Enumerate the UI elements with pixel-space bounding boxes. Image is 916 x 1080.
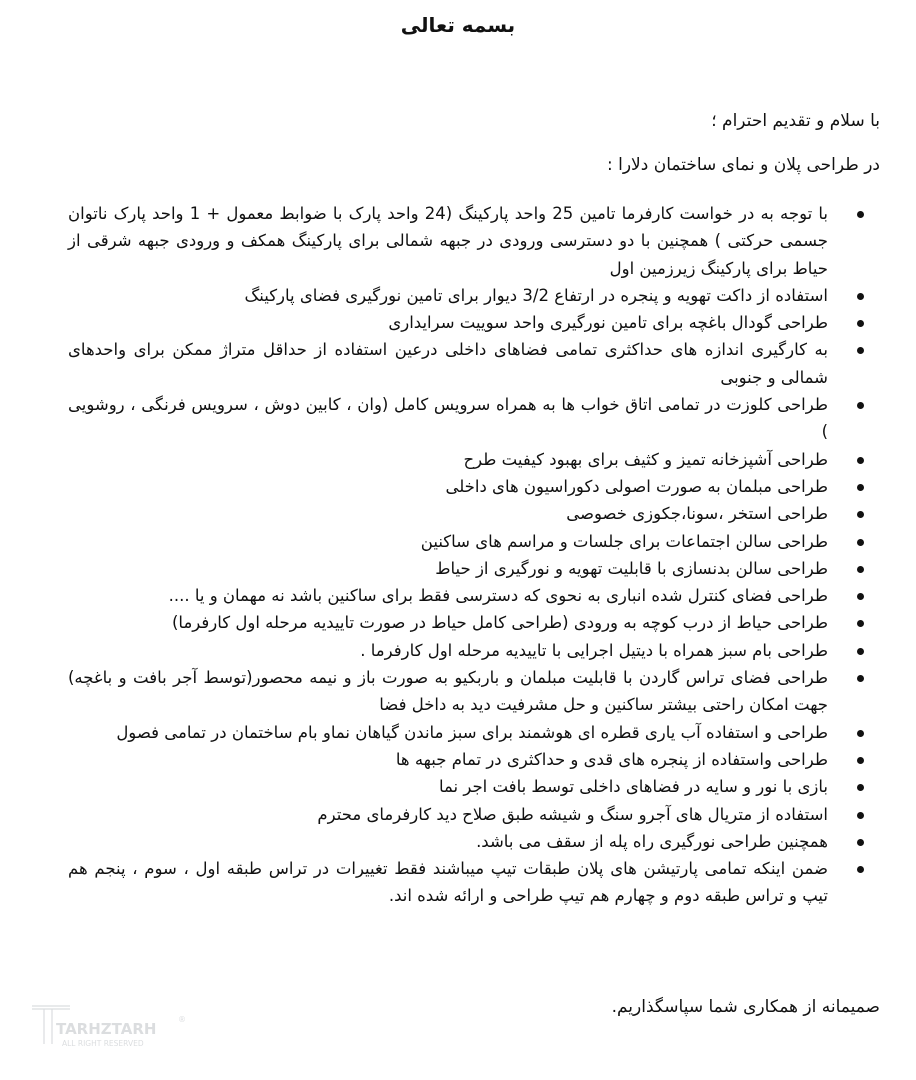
bullet-dot-icon — [857, 293, 864, 300]
list-item — [68, 473, 868, 500]
list-item-text: طراحی کلوزت در تمامی اتاق خواب ها به همراه سرویس کامل (وان ، کابین دوش ، سرویس فرنگی ، روشویی ) — [68, 395, 828, 442]
bullet-dot-icon — [857, 211, 864, 218]
bullet-dot-icon — [857, 320, 864, 327]
bullet-dot-icon — [857, 839, 864, 846]
list-item-text: طراحی حیاط از درب کوچه به ورودی (طراحی کامل حیاط در صورت تاییدیه مرحله اول کارفرما) — [171, 613, 828, 633]
list-item-text: طراحی فضای تراس گاردن با قابلیت مبلمان و باربکیو به صورت باز و نیمه محصور(توسط آجر بافت و باغچه) جهت امکان راحتی بیشتر ساکنین و حل مشرفیت دید به داخل فضا — [68, 668, 828, 715]
list-item-text: همچنین طراحی نورگیری راه پله از سقف می باشد. — [476, 831, 828, 851]
list-item — [68, 309, 868, 336]
watermark-logo — [30, 1000, 190, 1052]
bullet-dot-icon — [857, 402, 864, 409]
letter-heading: بسمه تعالی — [400, 13, 516, 37]
list-item — [68, 719, 868, 746]
list-item — [68, 801, 868, 828]
bullet-dot-icon — [857, 866, 864, 873]
bullet-dot-icon — [857, 812, 864, 819]
list-item-text: طراحی استخر ،سونا،جکوزی خصوصی — [566, 504, 828, 524]
list-item-text: با توجه به در خواست کارفرما تامین 25 واحد پارکینگ (24 واحد پارک با ضوابط معمول + 1 واحد پارک ناتوان جسمی حرکتی ) همچنین با دو دسترسی ورودی در جبهه شمالی برای پارکینگ همکف و ورودی جبهه شرقی از حیاط برای پارکینگ زیرزمین اول — [68, 204, 829, 278]
bullet-dot-icon — [857, 566, 864, 573]
bullet-dot-icon — [857, 539, 864, 546]
list-item — [68, 609, 868, 636]
bullet-dot-icon — [857, 347, 864, 354]
bullet-dot-icon — [857, 675, 864, 682]
list-item-text: طراحی بام سبز همراه با دیتیل اجرایی با تاییدیه مرحله اول کارفرما . — [360, 640, 828, 660]
list-item — [68, 855, 868, 910]
bullet-dot-icon — [857, 620, 864, 627]
list-item — [68, 446, 868, 473]
list-item-text: طراحی و استفاده آب یاری قطره ای هوشمند برای سبز ماندن گیاهان نماو بام ساختمان در تمامی فصول — [116, 722, 828, 742]
bullet-dot-icon — [857, 511, 864, 518]
list-item-text: طراحی فضای کنترل شده انباری به نحوی که دسترسی فقط برای ساکنین باشد نه مهمان و یا .... — [168, 586, 828, 606]
list-item — [68, 500, 868, 527]
bullet-dot-icon — [857, 593, 864, 600]
list-item — [68, 664, 868, 719]
list-item — [68, 391, 868, 446]
greeting-line: با سلام و تقدیم احترام ؛ — [711, 111, 880, 131]
bullet-dot-icon — [857, 484, 864, 491]
list-item — [68, 282, 868, 309]
bullet-dot-icon — [857, 784, 864, 791]
list-item — [68, 746, 868, 773]
list-item — [68, 200, 868, 282]
list-item-text: طراحی سالن اجتماعات برای جلسات و مراسم های ساکنین — [420, 531, 828, 551]
list-item-text: ضمن اینکه تمامی پارتیشن های پلان طبقات تیپ میباشند فقط تغییرات در تراس طبقه اول ، سوم ، پنجم هم تیپ و تراس طبقه دوم و چهارم هم تیپ طراحی و ارائه شده اند. — [68, 859, 828, 906]
list-item-text: طراحی مبلمان به صورت اصولی دکوراسیون های داخلی — [445, 476, 828, 496]
list-item-text: استفاده از داکت تهویه و پنجره در ارتفاع 3/2 دیوار برای تامین نورگیری فضای پارکینگ — [244, 285, 828, 305]
closing-line: صمیمانه از همکاری شما سپاسگذاریم. — [611, 997, 880, 1017]
list-item — [68, 336, 868, 391]
list-item — [68, 528, 868, 555]
list-item-text: استفاده از متریال های آجرو سنگ و شیشه طبق صلاح دید کارفرمای محترم — [317, 804, 828, 824]
list-item-text: بازی با نور و سایه در فضاهای داخلی توسط بافت اجر نما — [438, 777, 828, 797]
list-item-text: طراحی سالن بدنسازی با قابلیت تهویه و نورگیری از حیاط — [435, 558, 828, 578]
design-points-list — [68, 200, 868, 910]
watermark-registered-mark: ® — [178, 1015, 186, 1024]
list-item — [68, 555, 868, 582]
watermark-rights-text: ALL RIGHT RESERVED — [62, 1039, 144, 1048]
subject-line: در طراحی پلان و نمای ساختمان دلارا : — [606, 155, 880, 175]
list-item-text: طراحی آشپزخانه تمیز و کثیف برای بهبود کیفیت طرح — [463, 449, 828, 469]
bullet-dot-icon — [857, 457, 864, 464]
list-item — [68, 773, 868, 800]
list-item — [68, 828, 868, 855]
list-item-text: به کارگیری اندازه های حداکثری تمامی فضاهای داخلی درعین استفاده از حداقل متراژ ممکن برای واحدهای شمالی و جنوبی — [68, 340, 828, 387]
list-item-text: طراحی گودال باغچه برای تامین نورگیری واحد سوییت سرایداری — [388, 313, 828, 333]
bullet-dot-icon — [857, 648, 864, 655]
list-item — [68, 637, 868, 664]
watermark-brand-text: TARHZTARH — [56, 1020, 157, 1038]
bullet-dot-icon — [857, 757, 864, 764]
list-item-text: طراحی واستفاده از پنجره های قدی و حداکثری در تمام جبهه ها — [395, 749, 828, 769]
bullet-dot-icon — [857, 730, 864, 737]
list-item — [68, 582, 868, 609]
